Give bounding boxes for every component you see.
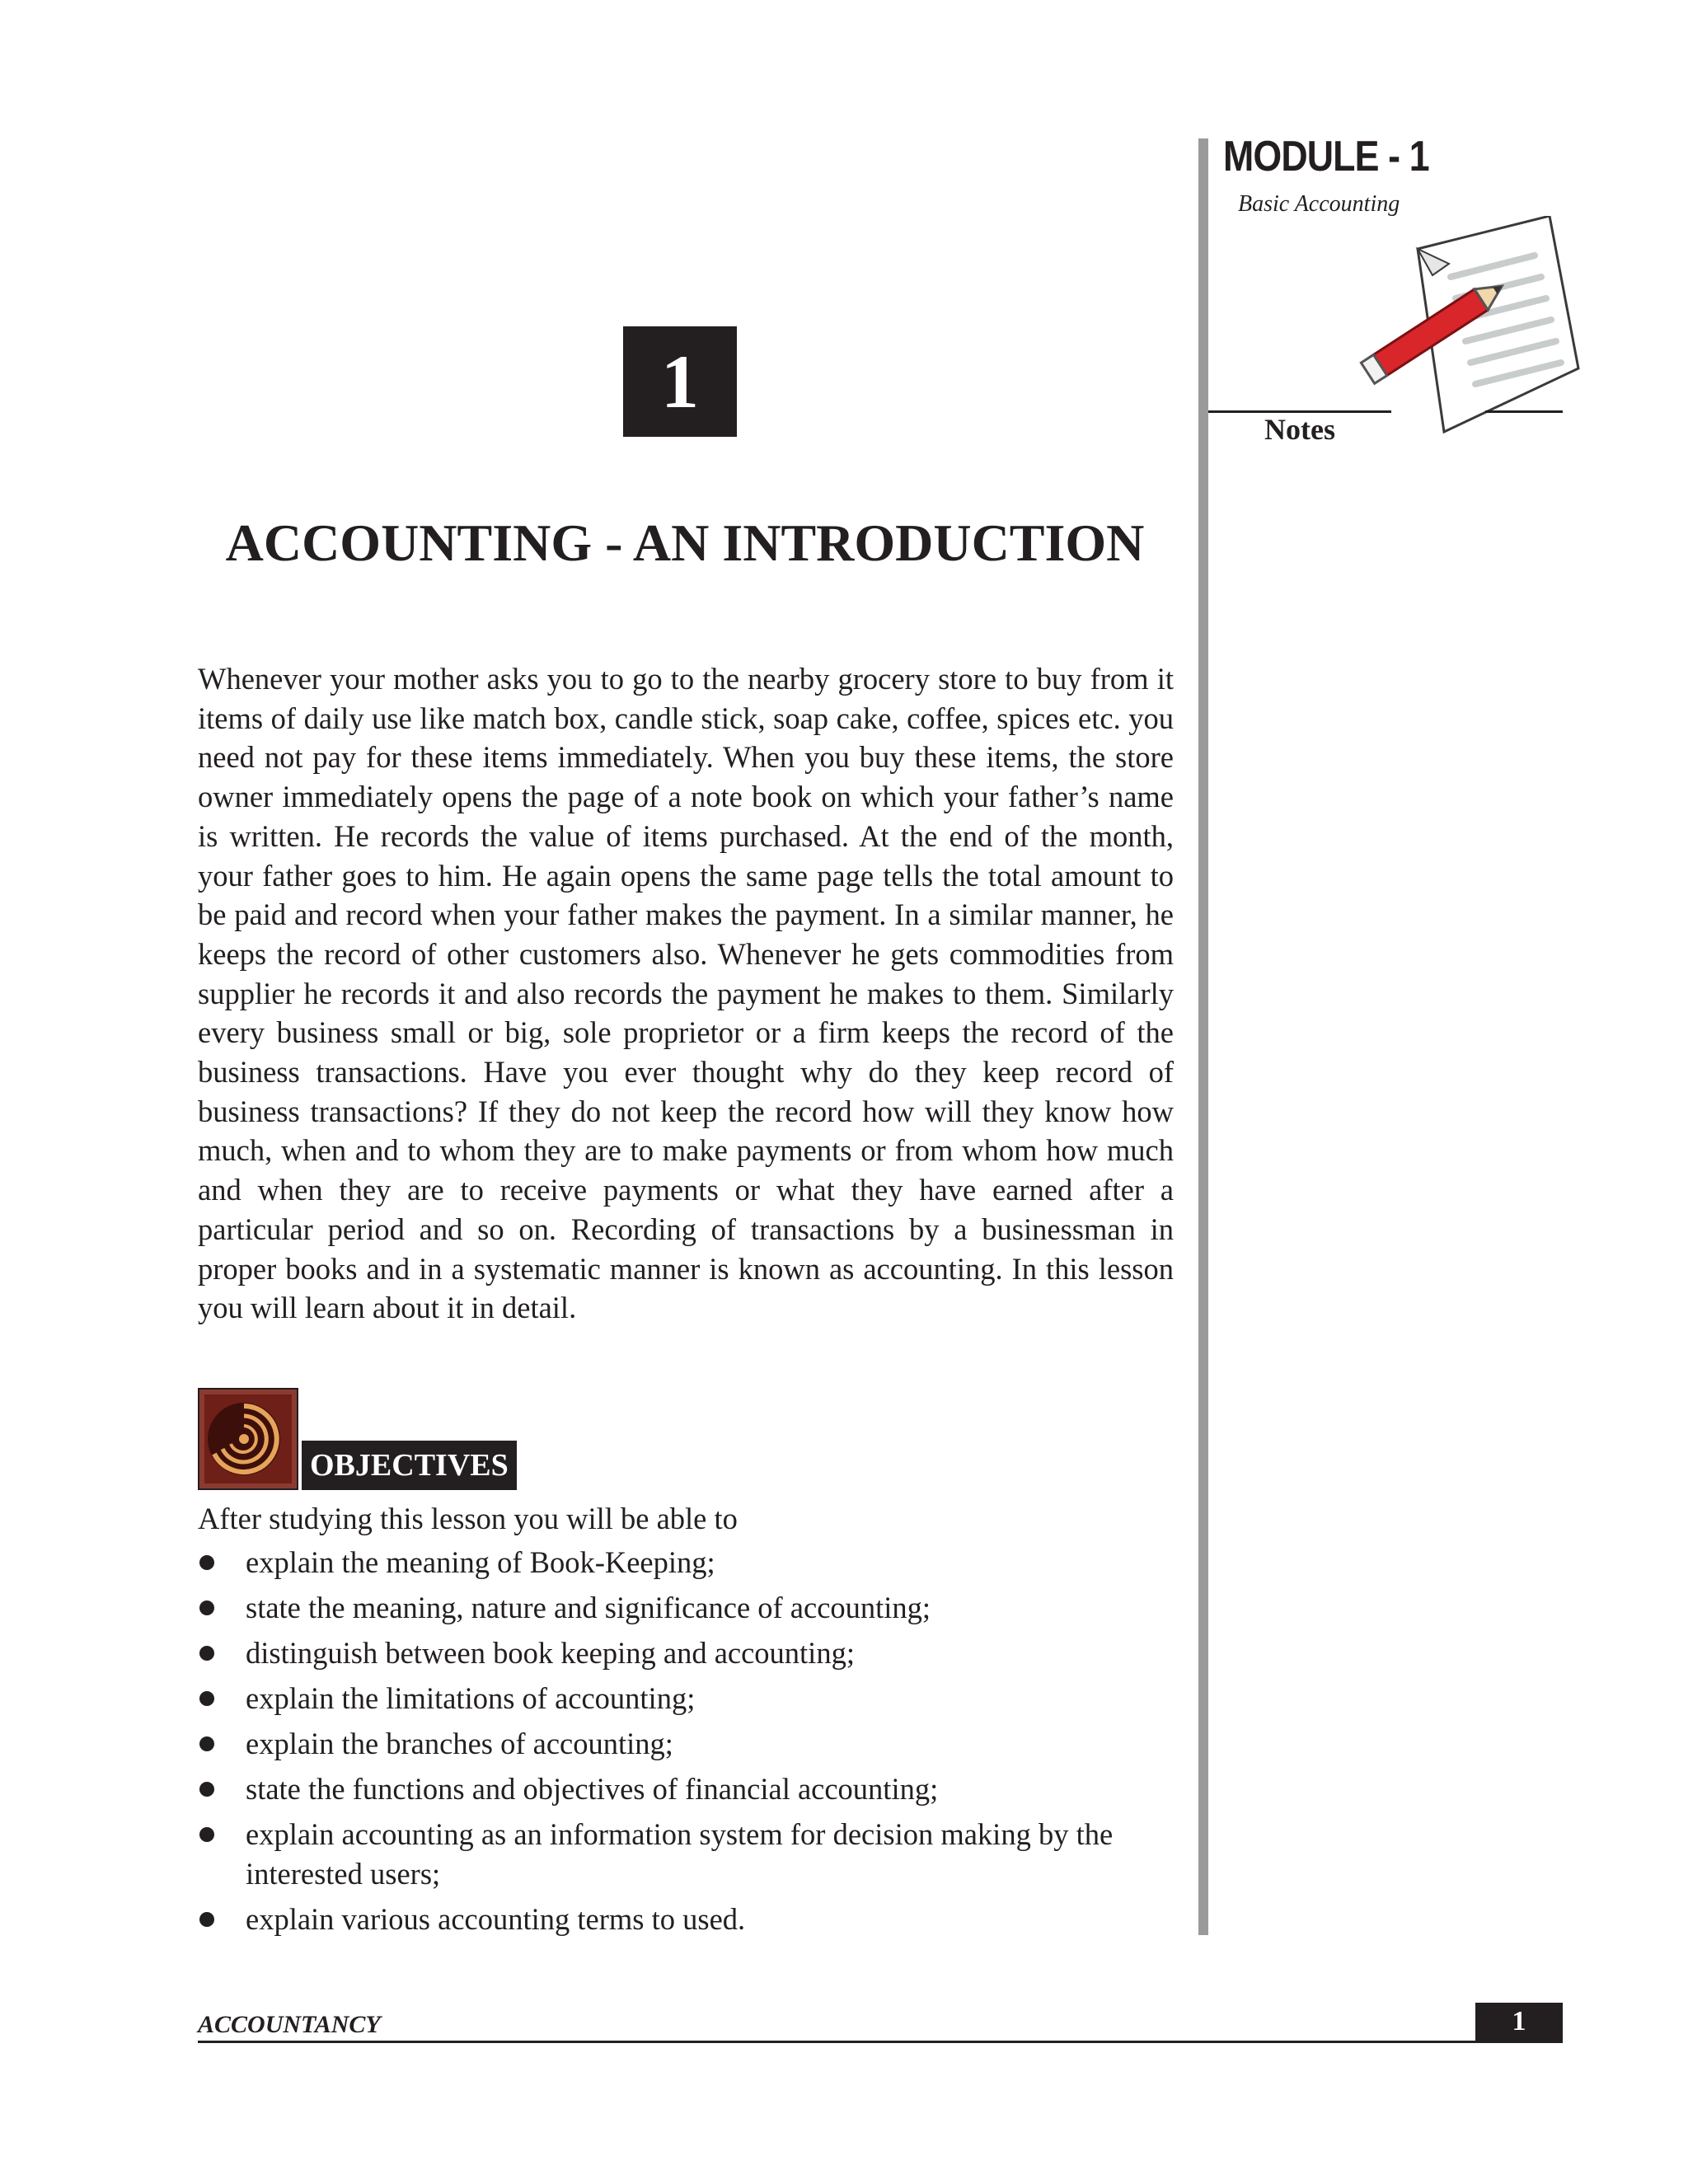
bullet-icon xyxy=(199,1555,214,1570)
objective-text: explain the branches of accounting; xyxy=(246,1727,673,1760)
objective-text: explain various accounting terms to used. xyxy=(246,1902,746,1936)
objective-text: distinguish between book keeping and accounting; xyxy=(246,1636,855,1670)
objective-text: explain the meaning of Book-Keeping; xyxy=(246,1545,715,1579)
list-item xyxy=(198,1724,1174,1764)
target-icon xyxy=(198,1388,298,1490)
objective-text: explain accounting as an information system for decision making by the interested users; xyxy=(246,1817,1114,1891)
objective-text: state the functions and objectives of financial accounting; xyxy=(246,1772,939,1806)
intro-paragraph: Whenever your mother asks you to go to the nearby grocery store to buy from it items of daily use like match box, candle stick, soap cake, coffee, spices etc. you need not pay for these items immediately. When you buy these items, the store owner immediately opens the page of a note book on which your father’s name is written. He records the value of items purchased. At the end of the month, your father goes to him. He again opens the same page tells the total amount to be paid and record when your father makes the payment. In a similar manner, he keeps the record of other customers also. Whenever he gets commodities from supplier he records it and also records the payment he makes to them. Similarly every business small or big, sole proprietor or a firm keeps the record of the business transactions. Have you ever thought why do they keep record of business transactions? If they do not keep the record how will they know how much, when and to whom they are to make payments or from whom how much and when they are to receive payments or what they have earned after a particular period and so on. Recording of transactions by a businessman in proper books and in a systematic manner is known as accounting. In this lesson you will learn about it in detail. xyxy=(198,662,1174,1325)
bullet-icon xyxy=(199,1912,214,1927)
list-item xyxy=(198,1769,1174,1809)
objective-text: state the meaning, nature and significance of accounting; xyxy=(246,1591,931,1624)
margin-divider xyxy=(1198,138,1208,1935)
objectives-heading: OBJECTIVES xyxy=(302,1441,517,1490)
list-item xyxy=(198,1543,1174,1582)
notes-label: Notes xyxy=(1264,413,1335,446)
list-item xyxy=(198,1679,1174,1718)
bullet-icon xyxy=(199,1691,214,1706)
page-number: 1 xyxy=(1475,2003,1563,2041)
objective-text: explain the limitations of accounting; xyxy=(246,1681,696,1715)
bullet-icon xyxy=(199,1736,214,1751)
chapter-title: ACCOUNTING - AN INTRODUCTION xyxy=(225,513,1145,572)
list-item xyxy=(198,1633,1174,1673)
chapter-number: 1 xyxy=(623,326,737,437)
objectives-list xyxy=(198,1543,1174,1945)
bullet-icon xyxy=(199,1646,214,1661)
footer-rule xyxy=(198,2041,1563,2043)
module-title: MODULE - 1 xyxy=(1223,133,1429,180)
list-item xyxy=(198,1588,1174,1628)
bullet-icon xyxy=(199,1827,214,1842)
list-item xyxy=(198,1900,1174,1939)
notes-rule-right xyxy=(1485,410,1563,413)
footer-subject: ACCOUNTANCY xyxy=(198,2011,381,2038)
bullet-icon xyxy=(199,1601,214,1615)
module-subtitle: Basic Accounting xyxy=(1238,191,1400,217)
list-item xyxy=(198,1815,1174,1894)
objectives-lead: After studying this lesson you will be able to xyxy=(198,1502,738,1535)
bullet-icon xyxy=(199,1782,214,1797)
